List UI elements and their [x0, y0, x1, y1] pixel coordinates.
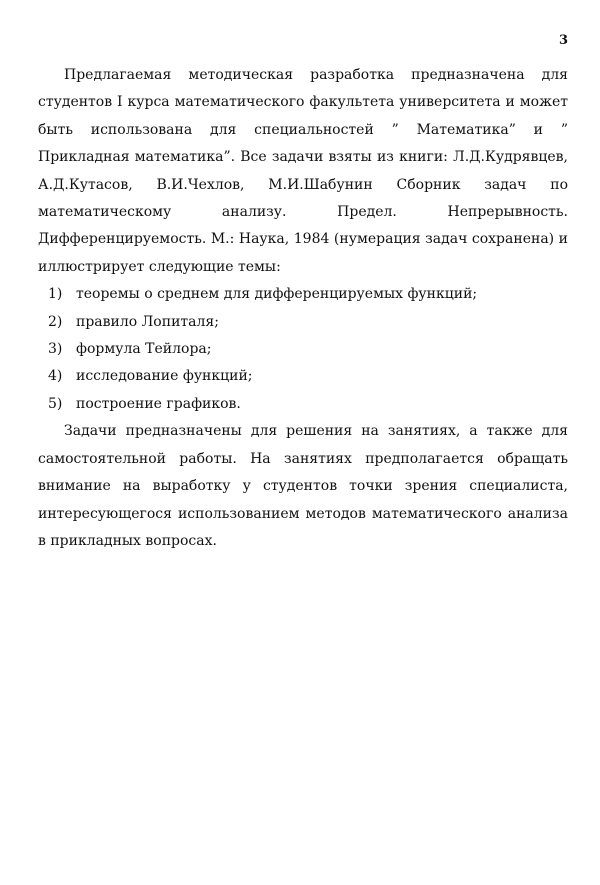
list-item — [38, 363, 568, 390]
closing-paragraph: Задачи предназначены для решения на занятиях, а также для самостоятельной работы. На занятиях предполагается обращать внимание на выработку у студентов точки зрения специалиста, интересующегося использованием методов математического анализа в прикладных вопросах. — [38, 423, 568, 549]
list-item — [38, 309, 568, 336]
list-item-text: правило Лопиталя; — [76, 313, 219, 330]
list-item-text: построение графиков. — [76, 395, 241, 412]
list-item-text: теоремы о среднем для дифференцируемых функций; — [76, 286, 478, 303]
list-item-number: 5) — [48, 395, 63, 412]
list-item-number: 4) — [48, 368, 63, 385]
list-item — [38, 336, 568, 363]
list-item-number: 3) — [48, 341, 63, 358]
list-item — [38, 281, 568, 308]
list-item-number: 1) — [48, 286, 63, 303]
page-number: 3 — [558, 33, 568, 48]
list-item-text: формула Тейлора; — [76, 341, 212, 358]
list-item-number: 2) — [48, 313, 63, 330]
topics-list — [38, 281, 568, 418]
list-item — [38, 391, 568, 418]
document-body — [38, 62, 568, 555]
list-item-text: исследование функций; — [76, 368, 253, 385]
intro-paragraph: Предлагаемая методическая разработка предназначена для студентов I курса математического факультета университета и может быть использована для специальностей ” Математика” и ” Прикладная математика”. Все задачи взяты из книги: Л.Д.Кудрявцев, А.Д.Кутасов, В.И.Чехлов, М.И.Шабунин Сборник задач по математическому анализу. Предел. Непрерывность. Дифференцируемость. М.: Наука, 1984 (нумерация задач сохранена) и иллюстрирует следующие темы: — [38, 67, 568, 275]
